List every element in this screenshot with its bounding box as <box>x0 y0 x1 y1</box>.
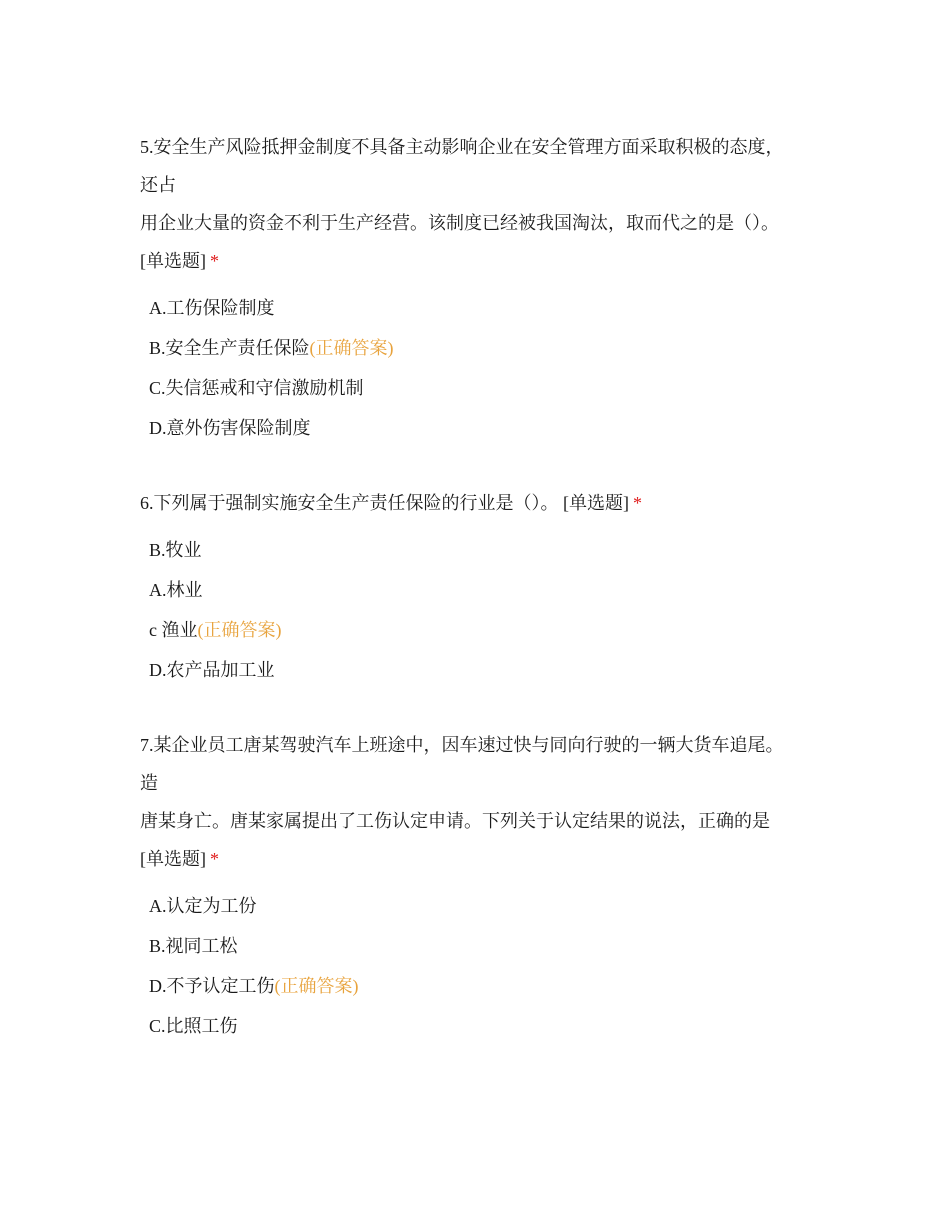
question-text-line: 还占 <box>140 175 176 195</box>
required-mark: * <box>210 849 219 869</box>
option-list <box>140 886 820 1046</box>
option-text: D.意外伤害保险制度 <box>149 418 311 438</box>
question-text-line: 5.安全生产风险抵押金制度不具备主动影响企业在安全管理方面采取积极的态度， <box>140 137 784 157</box>
option-item[interactable] <box>149 288 820 328</box>
option-item[interactable] <box>149 966 820 1006</box>
option-text: C.失信惩戒和守信激励机制 <box>149 378 364 398</box>
required-mark: * <box>210 251 219 271</box>
question-type-tag: [单选题] <box>140 849 206 869</box>
question-text: 6.下列属于强制实施安全生产责任保险的行业是（）。 <box>140 493 559 513</box>
option-item[interactable] <box>149 570 820 610</box>
option-text: A.林业 <box>149 580 203 600</box>
option-text: B.安全生产责任保险 <box>149 338 310 358</box>
option-list <box>140 530 820 690</box>
correct-answer-label: (正确答案) <box>309 338 394 358</box>
option-text: A.工伤保险制度 <box>149 298 275 318</box>
correct-answer-label: (正确答案) <box>197 620 282 640</box>
question-type-tag: [单选题] <box>140 251 206 271</box>
required-mark: * <box>633 493 642 513</box>
question-text-line: 7.某企业员工唐某驾驶汽车上班途中，因车速过快与同向行驶的一辆大货车追尾。 <box>140 735 784 755</box>
option-text: B.视同工松 <box>149 936 238 956</box>
question-type-line <box>140 840 820 878</box>
question-type-line <box>140 242 820 280</box>
option-text: C.比照工伤 <box>149 1016 238 1036</box>
option-item[interactable] <box>149 650 820 690</box>
question-text-line <box>140 484 820 522</box>
option-text: D.农产品加工业 <box>149 660 275 680</box>
question-type-tag: [单选题] <box>563 493 629 513</box>
question-text-line: 用企业大量的资金不利于生产经营。该制度已经被我国淘汰，取而代之的是（）。 <box>140 213 779 233</box>
option-item[interactable] <box>149 886 820 926</box>
option-item[interactable] <box>149 926 820 966</box>
option-text: B.牧业 <box>149 540 202 560</box>
option-item[interactable] <box>149 610 820 650</box>
option-item[interactable] <box>149 408 820 448</box>
option-item[interactable] <box>149 1006 820 1046</box>
option-item[interactable] <box>149 328 820 368</box>
question-7 <box>140 726 820 1046</box>
question-5 <box>140 128 820 448</box>
correct-answer-label: (正确答案) <box>274 976 359 996</box>
option-list <box>140 288 820 448</box>
option-item[interactable] <box>149 368 820 408</box>
question-6 <box>140 484 820 690</box>
question-text-line: 唐某身亡。唐某家属提出了工伤认定申请。下列关于认定结果的说法，正确的是 <box>140 811 770 831</box>
option-text: A.认定为工份 <box>149 896 257 916</box>
option-text: D.不予认定工伤 <box>149 976 275 996</box>
option-text: c 渔业 <box>149 620 198 640</box>
option-item[interactable] <box>149 530 820 570</box>
question-text-line: 造 <box>140 773 158 793</box>
